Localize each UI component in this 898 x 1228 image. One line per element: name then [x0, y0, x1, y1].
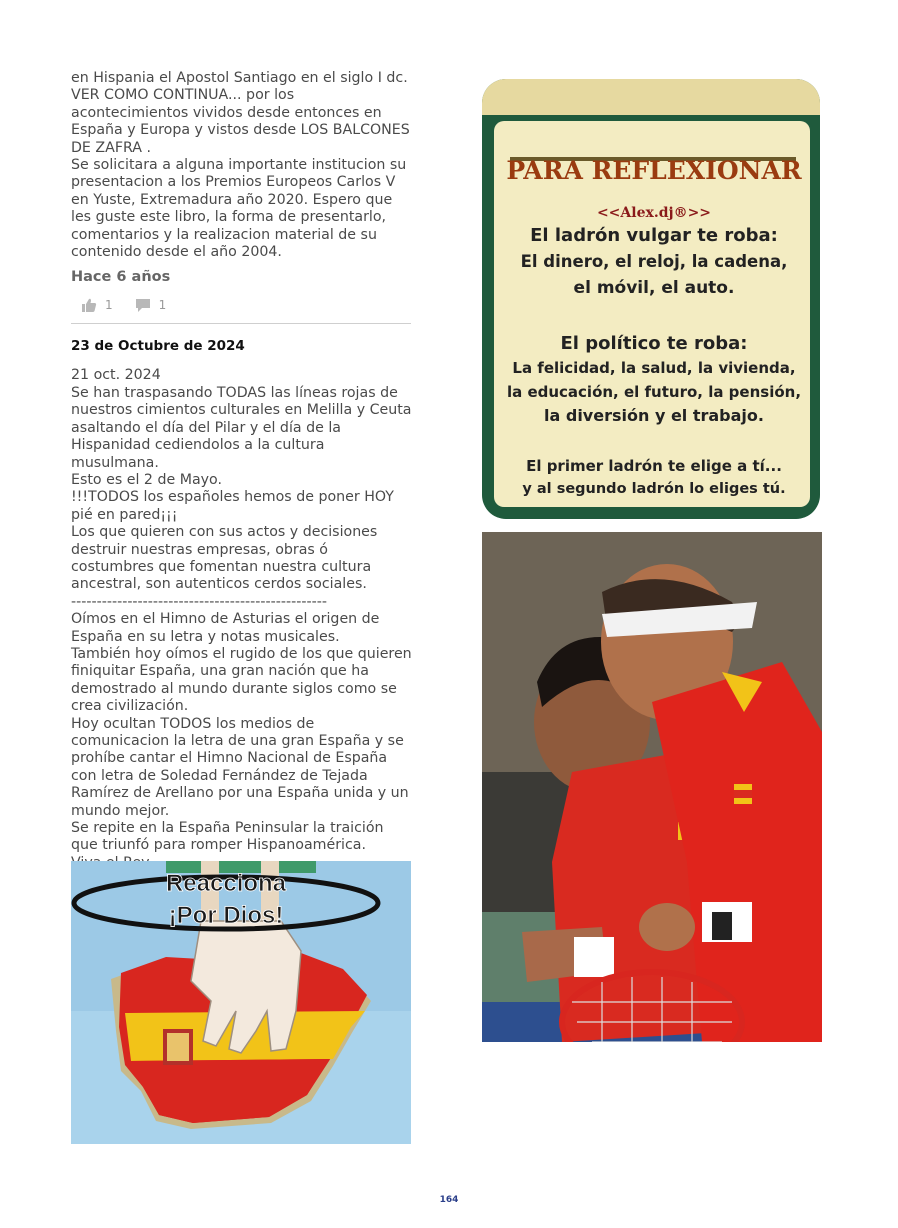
divider — [71, 323, 411, 324]
spain-map-image — [71, 861, 411, 1144]
sign-author: <<Alex.dj®>> — [596, 205, 712, 221]
post-date: 21 oct. 2024 — [71, 367, 161, 384]
sign-title: PARA REFLEXIONAR — [506, 156, 802, 185]
sign-line3: el móvil, el auto. — [573, 278, 735, 298]
map-text-line1: Reacciona — [165, 870, 287, 897]
page-number: 164 — [439, 1195, 459, 1205]
left-column — [71, 70, 413, 890]
sign-line5: La felicidad, la salud, la vivienda, — [512, 359, 796, 377]
sign-line4: El político te roba: — [560, 333, 748, 354]
reactions-bar — [81, 295, 413, 315]
sign-line2: El dinero, el reloj, la cadena, — [520, 252, 788, 271]
sign-line8: El primer ladrón te elige a tí... — [526, 457, 782, 475]
post-heading: 23 de Octubre de 2024 — [71, 338, 245, 355]
map-text-line2: ¡Por Dios! — [168, 902, 284, 929]
sign-line7: la diversión y el trabajo. — [544, 406, 764, 425]
sign-line1: El ladrón vulgar te roba: — [530, 225, 778, 246]
post-body: Se han traspasando TODAS las líneas rojas de nuestros cimientos culturales en Melilla y Ceuta asaltando el día del Pilar y el día de la Hispanidad cediendolos a la cultura musulmana. Esto es el 2 de Mayo. !!!TODOS los españoles hemos de poner HOY pié en pared¡¡¡ Los que quieren con sus actos y decisiones destruir nuestras empresas, obras ó costumbres que fomentan nuestra cultura ancestral, son autenticos cerdos sociales. -------------------------------------------------- Oímos en el Himno de Asturias el origen de España en su letra y notas musicales. También hoy oímos el rugido de los que quieren finiquitar España, una gran nación que ha demostrado al mundo durante siglos como se crea civilización. Hoy ocultan TODOS los medios de comunicacion la letra de una gran España y se prohíbe cantar el Himno Nacional de España con letra de Soledad Fernández de Tejada Ramírez de Arellano por una España unida y un mundo mejor. Se repite en la España Peninsular la traición que triunfó para romper Hispanoamérica. — [71, 384, 412, 854]
tennis-players-photo — [482, 532, 822, 1042]
reflection-sign-image — [482, 79, 820, 519]
comment-icon[interactable] — [135, 297, 151, 313]
post-time: Hace 6 años — [71, 269, 171, 286]
sign-line6: la educación, el futuro, la pensión, — [506, 383, 802, 401]
thumbs-up-icon[interactable] — [81, 297, 97, 313]
continuation-text: en Hispania el Apostol Santiago en el siglo I dc. VER COMO CONTINUA... por los acontecimientos vividos desde entonces en España y Europa y vistos desde LOS BALCONES DE ZAFRA . Se solicitara a alguna importante institucion su presentacion a los Premios Europeos Carlos V en Yuste, Extremadura año 2020. Espero que les guste este libro, la forma de presentarlo, comentarios y la realizacion material de su contenido desde el año 2004. — [71, 70, 410, 261]
comments-count: 1 — [158, 298, 167, 313]
sign-line9: y al segundo ladrón lo eliges tú. — [522, 481, 786, 497]
likes-count: 1 — [105, 298, 113, 313]
